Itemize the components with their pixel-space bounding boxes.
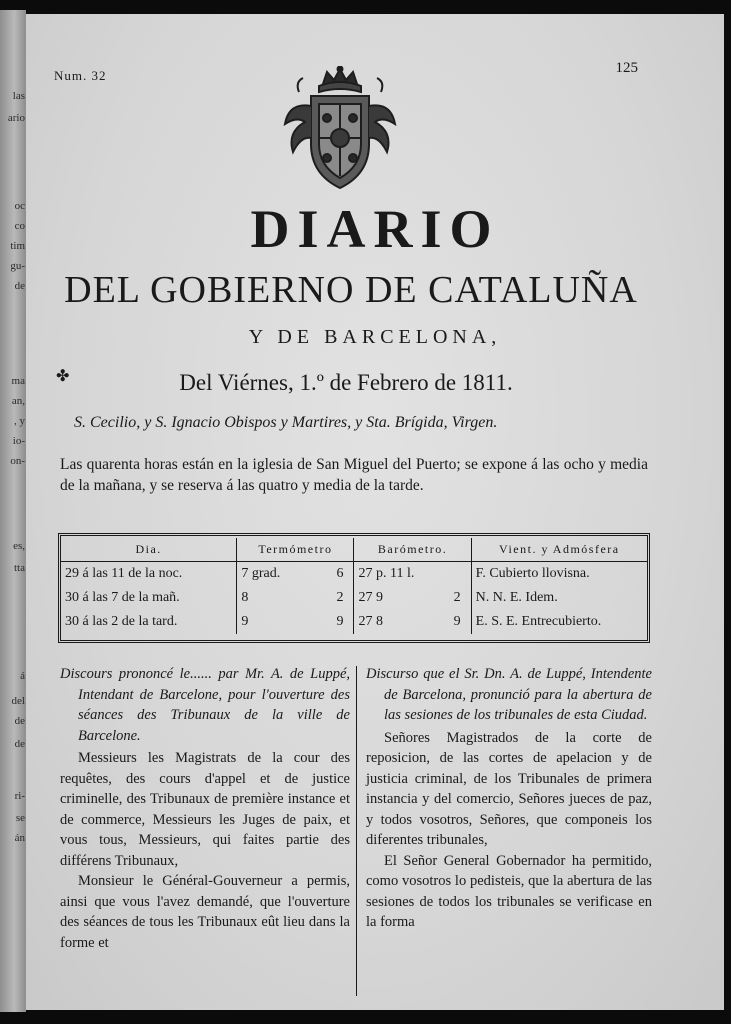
french-column [60,664,350,953]
prev-fragment: de [14,715,25,727]
table-row [61,586,647,610]
prev-fragment: es, [13,540,25,552]
prev-fragment: ri- [14,790,25,802]
prev-fragment: de [14,738,25,750]
table-row [61,610,647,634]
issue-date: Del Viérnes, 1.º de Febrero de 1811. [179,370,513,395]
issue-number: Num. 32 [54,68,107,83]
column-divider [356,666,357,996]
spanish-heading: Discurso que el Sr. Dn. A. de Luppé, Intendente de Barcelona, pronunció para la abertura de las sesiones de los tribunales de esta Ciudad. [366,666,652,723]
saints-of-the-day: S. Cecilio, y S. Ignacio Obispos y Martires, y Sta. Brígida, Virgen. [74,414,498,431]
cell-barom-frac: 9 [453,614,461,629]
header-termometro: Termómetro [237,538,354,562]
spanish-paragraph: Señores Magistrados de la corte de reposicion, de las cortes de apelacion y de justicia criminal, de los Tribunales de primera instancia y del comercio, Señores jueces de paz, y todos vosotros, Señores, que componeis los diferentes tribunales, [366,729,652,848]
prev-fragment: ma [11,375,25,387]
prev-fragment: an, [11,395,25,407]
weather-table [58,533,650,643]
prev-fragment: , y [14,415,25,427]
cell-term: 7 grad. [237,562,318,587]
ornament-icon: ✤ [56,366,70,385]
cell-viento: N. N. E. Idem. [471,586,647,610]
cell-barom: 27 9 [354,586,442,610]
previous-page-edge [0,10,26,1012]
prev-fragment: ario [7,112,25,124]
cell-term-frac: 2 [336,590,344,605]
prev-fragment: á [20,670,25,682]
french-paragraph: Messieurs les Magistrats de la cour des requêtes, des cours d'appel et de justice criminelle, des Tribunaux de première instance et de commerce, Messieurs les Juges de paix, et vous tous, Messieurs, qui faites partie des différens Tribunaux, [60,750,350,869]
prev-fragment: de [14,280,25,292]
forty-hours-notice: Las quarenta horas están en la iglesia de San Miguel del Puerto; se expone á las ocho y media de la mañana, y se reserva á las quatro y media de la tarde. [60,456,648,494]
cell-term: 9 [237,610,318,634]
cell-dia: 29 á las 11 de la noc. [65,566,183,581]
prev-fragment: oc [14,200,25,212]
newspaper-city: Y DE BARCELONA, [248,326,502,348]
newspaper-page [26,14,724,1010]
cell-barom: 27 8 [354,610,442,634]
cell-term: 8 [237,586,318,610]
newspaper-title: DIARIO [250,199,500,259]
cell-term-frac: 9 [336,614,344,629]
cell-barom-frac: 2 [453,590,461,605]
prev-fragment: tim [10,240,25,252]
cell-dia: 30 á las 7 de la mañ. [65,590,180,605]
prev-fragment: se [15,812,25,824]
spanish-column [366,664,652,933]
page-number: 125 [615,60,638,76]
cell-dia: 30 á las 2 de la tard. [65,614,178,629]
prev-fragment: las [12,90,25,102]
header-dia: Dia. [61,538,237,562]
cell-barom: 27 p. 11 l. [354,562,442,587]
cell-viento: F. Cubierto llovisna. [471,562,647,587]
prev-fragment: tta [14,562,25,574]
royal-crest-icon [279,66,401,194]
cell-barom-frac [442,562,471,587]
header-barometro: Barómetro. [354,538,471,562]
prev-fragment: co [14,220,25,232]
newspaper-subtitle: DEL GOBIERNO DE CATALUÑA [64,269,638,311]
header-viento: Vient. y Admósfera [471,538,647,562]
french-heading: Discours prononcé le...... par Mr. A. de Luppé, Intendant de Barcelone, pour l'ouverture des séances des Tribunaux de la ville de Barcelone. [60,666,350,744]
prev-fragment: án [14,832,25,844]
cell-term-frac: 6 [336,566,344,581]
prev-fragment: on- [10,455,25,467]
prev-fragment: del [11,695,25,707]
table-row [61,562,647,587]
spanish-paragraph: El Señor General Gobernador ha permitido, como vosotros lo pedisteis, que la abertura de las sesiones de todos los tribunales se verificase en la forma [366,852,652,930]
prev-fragment: gu- [10,260,25,272]
cell-viento: E. S. E. Entrecubierto. [471,610,647,634]
french-paragraph: Monsieur le Général-Gouverneur a permis, ainsi que vous l'avez demandé, que l'ouverture des séances de tous les Tribunaux eût lieu dans la forme et [60,873,350,951]
prev-fragment: io- [12,435,25,447]
